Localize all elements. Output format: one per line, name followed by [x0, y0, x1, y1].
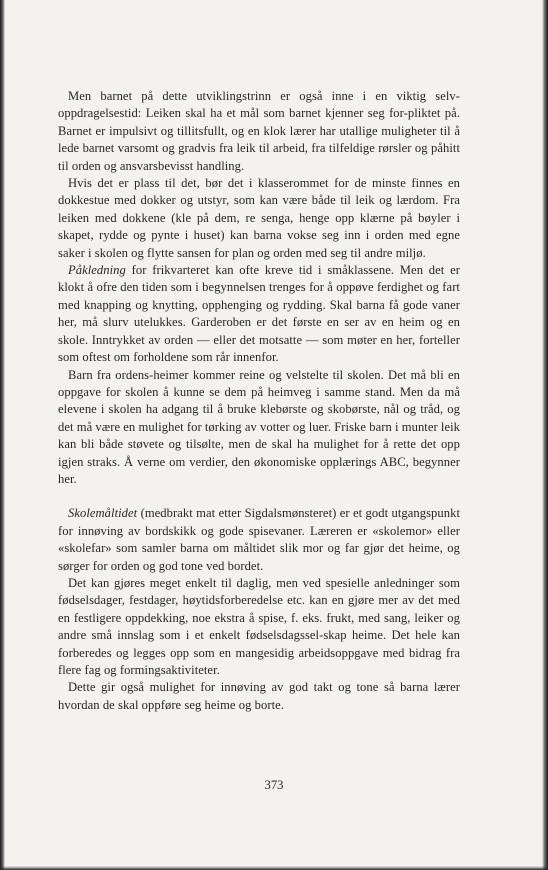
paragraph-2-text: Hvis det er plass til det, bør det i klasserommet for de minste finnes en dokkestue med dokker og utstyr, som kan være både til leik og lærdom. Fra leiken med dokkene (kle på dem, re senga, henge opp klærne på bøyler i skapet, rydde og pynte i huset) kan barna vokse seg inn i orden med egne saker i skolen og flytte sansen for plan og orden med seg til andre miljø. — [58, 176, 460, 260]
paragraph-3 — [58, 262, 460, 366]
paragraph-4 — [58, 367, 460, 489]
paragraph-1-text: Men barnet på dette utviklingstrinn er også inne i en viktig selv-oppdragelsestid: Leiken skal ha et mål som barnet kjenner seg for-pliktet på. Barnet er impulsivt og tillitsfullt, og en klok lærer har utallige muligheter til å lede barnet varsomt og gradvis fra leik til arbeid, fra tilfeldige rørsler og påhitt til orden og ansvarsbevisst handling. — [58, 89, 460, 173]
paragraph-6 — [58, 575, 460, 679]
scan-bottom-edge-shadow — [0, 866, 548, 870]
paragraph-6-text: Det kan gjøres meget enkelt til daglig, men ved spesielle anledninger som fødselsdager, festdager, høytidsforberedelse etc. kan en gjøre mer av det med en festligere oppdekking, noe ekstra å spise, f. eks. frukt, med sang, leiker og andre små innslag som i et enkelt fødselsdagssel-skap heime. Det hele kan forberedes og legges opp som en mangesidig arbeidsoppgave med bidrag fra flere fag og formingsaktiviteter. — [58, 575, 460, 677]
paragraph-4-text: Barn fra ordens-heimer kommer reine og velstelte til skolen. Det må bli en oppgave for skolen å kunne se dem på heimveg i samme stand. Men da må elevene i skolen ha adgang til å bruke klebørste og skobørste, nål og tråd, og det må være en mulighet for tørking av votter og luer. Friske barn i munter leik kan bli både støvete og tilsølte, men de skal ha mulighet for å rette det opp igjen straks. Å verne om verdier, den økonomiske opplærings ABC, begynner her. — [58, 367, 461, 486]
paragraph-5-text: (medbrakt mat etter Sigdalsmønsteret) er et godt utgangspunkt for innøving av bordskikk og gode spisevaner. Læreren er «skolemor» eller «skolefar» som samler barna om måltidet slik mor og far gjør det heime, og sørger for orden og god tone ved bordet. — [58, 506, 460, 573]
paragraph-3-text: for frikvarteret kan ofte kreve tid i småklassene. Men det er klokt å ofre den tiden som i begynnelsen trenges for å oppøve ferdighet og fart med knapping og knytting, opphenging og rydding. Skal barna få gode vaner her, må slurv utelukkes. Garderoben er det første en ser av en heim og en skole. Inntrykket av orden — eller det motsatte — som møter en her, forteller som oftest om forholdene som rår innenfor. — [58, 263, 460, 365]
paragraph-2 — [58, 175, 460, 262]
paragraph-7-text: Dette gir også mulighet for innøving av god takt og tone så barna lærer hvordan de skal oppføre seg heime og borte. — [58, 680, 460, 712]
paragraph-1 — [58, 88, 460, 175]
paragraph-3-lead: Påkledning — [68, 263, 126, 278]
body-text — [58, 88, 460, 714]
scan-left-edge-shadow — [0, 0, 5, 870]
page-number: 373 — [264, 778, 284, 792]
paragraph-5 — [58, 505, 460, 575]
paragraph-5-lead: Skolemåltidet — [68, 506, 138, 521]
paragraph-7 — [58, 679, 460, 714]
scan-right-edge-shadow — [542, 0, 548, 870]
